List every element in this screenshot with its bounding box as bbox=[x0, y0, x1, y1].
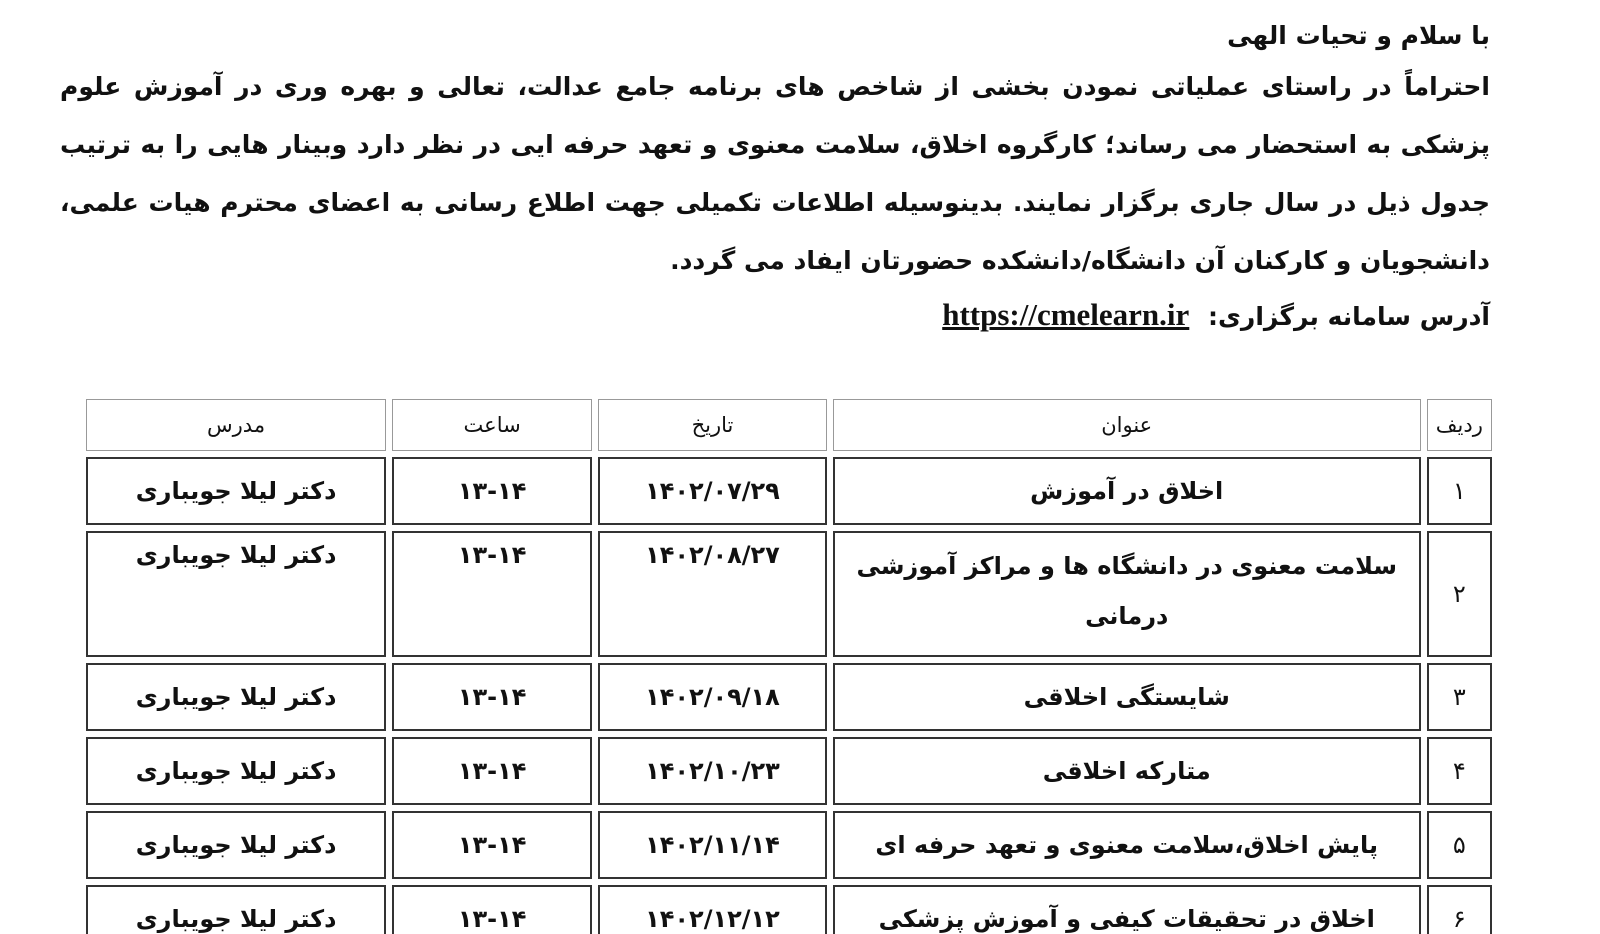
webinar-title: سلامت معنوی در دانشگاه ها و مراکز آموزشی درمانی bbox=[833, 531, 1421, 657]
table-row bbox=[86, 531, 1492, 657]
header-row-number: ردیف bbox=[1427, 399, 1492, 451]
webinar-lecturer: دکتر لیلا جویباری bbox=[86, 531, 386, 657]
webinar-title: اخلاق در تحقیقات کیفی و آموزش پزشکی bbox=[833, 885, 1421, 934]
webinar-lecturer: دکتر لیلا جویباری bbox=[86, 885, 386, 934]
header-title: عنوان bbox=[833, 399, 1421, 451]
webinar-date: ۱۴۰۲/۰۷/۲۹ bbox=[598, 457, 827, 525]
table-header-row bbox=[86, 399, 1492, 451]
greeting: با سلام و تحیات الهی bbox=[1227, 21, 1490, 50]
header-date: تاریخ bbox=[598, 399, 827, 451]
webinar-lecturer: دکتر لیلا جویباری bbox=[86, 811, 386, 879]
table-row bbox=[86, 737, 1492, 805]
webinar-time: ۱۳-۱۴ bbox=[392, 885, 592, 934]
webinar-title: متارکه اخلاقی bbox=[833, 737, 1421, 805]
letter-paragraph: احتراماً در راستای عملیاتی نمودن بخشی از شاخص های برنامه جامع عدالت، تعالی و بهره وری در آموزش علوم پزشکی به استحضار می رساند؛ کارگروه اخلاق، سلامت معنوی و تعهد حرفه ایی در نظر دارد وبینار هایی را به ترتیب جدول ذیل در سال جاری برگزار نمایند. بدینوسیله اطلاعات تکمیلی جهت اطلاع رسانی به اعضای محترم هیات علمی، دانشجویان و کارکنان آن دانشگاه/دانشکده حضورتان ایفاد می گردد. bbox=[60, 72, 1490, 275]
header-time: ساعت bbox=[392, 399, 592, 451]
webinar-date: ۱۴۰۲/۱۱/۱۴ bbox=[598, 811, 827, 879]
webinar-lecturer: دکتر لیلا جویباری bbox=[86, 737, 386, 805]
row-number: ۱ bbox=[1427, 457, 1492, 525]
webinar-date: ۱۴۰۲/۱۲/۱۲ bbox=[598, 885, 827, 934]
table-row bbox=[86, 457, 1492, 525]
table-row bbox=[86, 885, 1492, 934]
webinar-date: ۱۴۰۲/۰۹/۱۸ bbox=[598, 663, 827, 731]
row-number: ۴ bbox=[1427, 737, 1492, 805]
webinar-lecturer: دکتر لیلا جویباری bbox=[86, 663, 386, 731]
address-link[interactable]: https://cmelearn.ir bbox=[942, 297, 1190, 332]
letter-body bbox=[60, 14, 1490, 340]
webinar-date: ۱۴۰۲/۱۰/۲۳ bbox=[598, 737, 827, 805]
webinar-time: ۱۳-۱۴ bbox=[392, 531, 592, 657]
webinar-title: شایستگی اخلاقی bbox=[833, 663, 1421, 731]
webinar-title: اخلاق در آموزش bbox=[833, 457, 1421, 525]
webinar-lecturer: دکتر لیلا جویباری bbox=[86, 457, 386, 525]
webinar-time: ۱۳-۱۴ bbox=[392, 737, 592, 805]
address-line bbox=[60, 292, 1490, 340]
webinar-time: ۱۳-۱۴ bbox=[392, 663, 592, 731]
row-number: ۳ bbox=[1427, 663, 1492, 731]
webinar-time: ۱۳-۱۴ bbox=[392, 811, 592, 879]
webinar-time: ۱۳-۱۴ bbox=[392, 457, 592, 525]
webinar-date: ۱۴۰۲/۰۸/۲۷ bbox=[598, 531, 827, 657]
webinar-title: پایش اخلاق،سلامت معنوی و تعهد حرفه ای bbox=[833, 811, 1421, 879]
row-number: ۶ bbox=[1427, 885, 1492, 934]
address-label: آدرس سامانه برگزاری: bbox=[1208, 302, 1490, 331]
row-number: ۵ bbox=[1427, 811, 1492, 879]
table-row bbox=[86, 811, 1492, 879]
row-number: ۲ bbox=[1427, 531, 1492, 657]
header-lecturer: مدرس bbox=[86, 399, 386, 451]
table-row bbox=[86, 663, 1492, 731]
webinar-schedule-table bbox=[80, 393, 1498, 934]
